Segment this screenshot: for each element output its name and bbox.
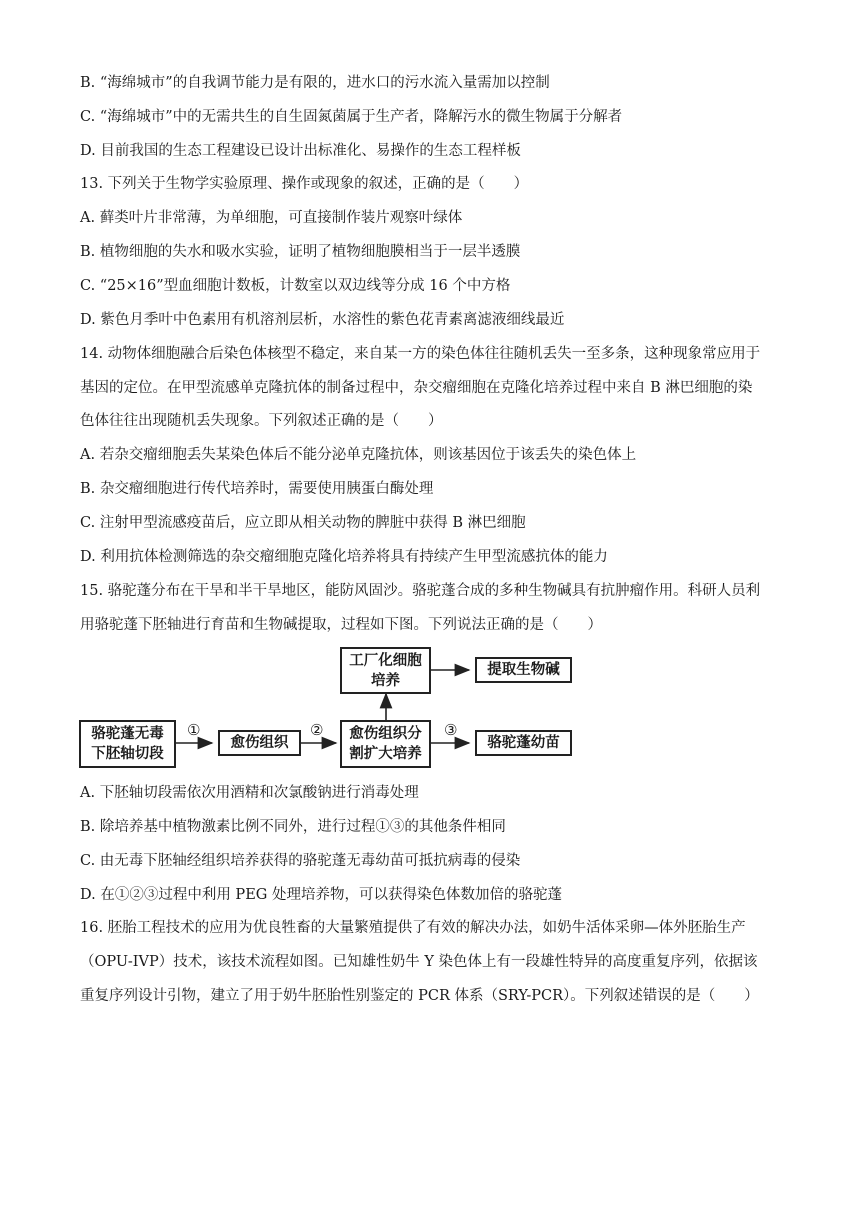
q15-option-d: D. 在①②③过程中利用 PEG 处理培养物，可以获得染色体数加倍的骆驼蓬 (80, 887, 562, 903)
q13-option-c: C. “25×16”型血细胞计数板，计数室以双边线等分成 16 个中方格 (80, 278, 511, 294)
q15-option-b: B. 除培养基中植物激素比例不同外，进行过程①③的其他条件相同 (80, 819, 506, 835)
q15-stem-line1: 15. 骆驼蓬分布在干旱和半干旱地区，能防风固沙。骆驼蓬合成的多种生物碱具有抗肿瘤作用。科研人员利 (80, 583, 761, 599)
box-factory-culture: 工厂化细胞 培养 (340, 647, 431, 694)
box-callus-expansion: 愈伤组织分 割扩大培养 (340, 720, 431, 768)
q13-option-d: D. 紫色月季叶中色素用有机溶剂层析，水溶性的紫色花青素离滤液细线最近 (80, 312, 565, 328)
q15-stem-line2: 用骆驼蓬下胚轴进行育苗和生物碱提取，过程如下图。下列说法正确的是（ ） (80, 617, 602, 633)
box-seedling: 骆驼蓬幼苗 (475, 730, 572, 756)
q15-option-a: A. 下胚轴切段需依次用酒精和次氯酸钠进行消毒处理 (80, 785, 419, 801)
box-hypocotyl-segment: 骆驼蓬无毒 下胚轴切段 (79, 720, 176, 768)
q12-option-d: D. 目前我国的生态工程建设已设计出标准化、易操作的生态工程样板 (80, 143, 521, 159)
q14-stem-line1: 14. 动物体细胞融合后染色体核型不稳定，来自某一方的染色体往往随机丢失一至多条，这种现象常应用于 (80, 346, 761, 362)
box-callus: 愈伤组织 (218, 730, 301, 756)
box-extract-alkaloid: 提取生物碱 (475, 657, 572, 683)
q14-option-a: A. 若杂交瘤细胞丢失某染色体后不能分泌单克隆抗体，则该基因位于该丢失的染色体上 (80, 447, 637, 463)
q13-stem: 13. 下列关于生物学实验原理、操作或现象的叙述，正确的是（ ） (80, 176, 529, 192)
q16-stem-line1: 16. 胚胎工程技术的应用为优良牲畜的大量繁殖提供了有效的解决办法，如奶牛活体采卵—体外胚胎生产 (80, 920, 746, 936)
q13-option-a: A. 藓类叶片非常薄，为单细胞，可直接制作装片观察叶绿体 (80, 210, 463, 226)
q13-option-b: B. 植物细胞的失水和吸水实验，证明了植物细胞膜相当于一层半透膜 (80, 244, 521, 260)
label-step2: ② (310, 721, 324, 739)
q15-option-c: C. 由无毒下胚轴经组织培养获得的骆驼蓬无毒幼苗可抵抗病毒的侵染 (80, 853, 521, 869)
q14-option-b: B. 杂交瘤细胞进行传代培养时，需要使用胰蛋白酶处理 (80, 481, 434, 497)
label-step3: ③ (444, 721, 458, 739)
q14-stem-line2: 基因的定位。在甲型流感单克隆抗体的制备过程中，杂交瘤细胞在克隆化培养过程中来自 B 淋巴细胞的染 (80, 380, 753, 396)
label-step1: ① (187, 721, 201, 739)
q16-stem-line3: 重复序列设计引物，建立了用于奶牛胚胎性别鉴定的 PCR 体系（SRY-PCR）。下列叙述错误的是（ ） (80, 988, 759, 1004)
q14-option-d: D. 利用抗体检测筛选的杂交瘤细胞克隆化培养将具有持续产生甲型流感抗体的能力 (80, 549, 608, 565)
q16-stem-line2: （OPU-IVP）技术，该技术流程如图。已知雄性奶牛 Y 染色体上有一段雄性特异的高度重复序列，依据该 (80, 954, 758, 970)
q14-stem-line3: 色体往往出现随机丢失现象。下列叙述正确的是（ ） (80, 413, 443, 429)
q12-option-c: C. “海绵城市”中的无需共生的自生固氮菌属于生产者，降解污水的微生物属于分解者 (80, 109, 623, 125)
q12-option-b: B. “海绵城市”的自我调节能力是有限的，进水口的污水流入量需加以控制 (80, 75, 550, 91)
q14-option-c: C. 注射甲型流感疫苗后，应立即从相关动物的脾脏中获得 B 淋巴细胞 (80, 515, 526, 531)
